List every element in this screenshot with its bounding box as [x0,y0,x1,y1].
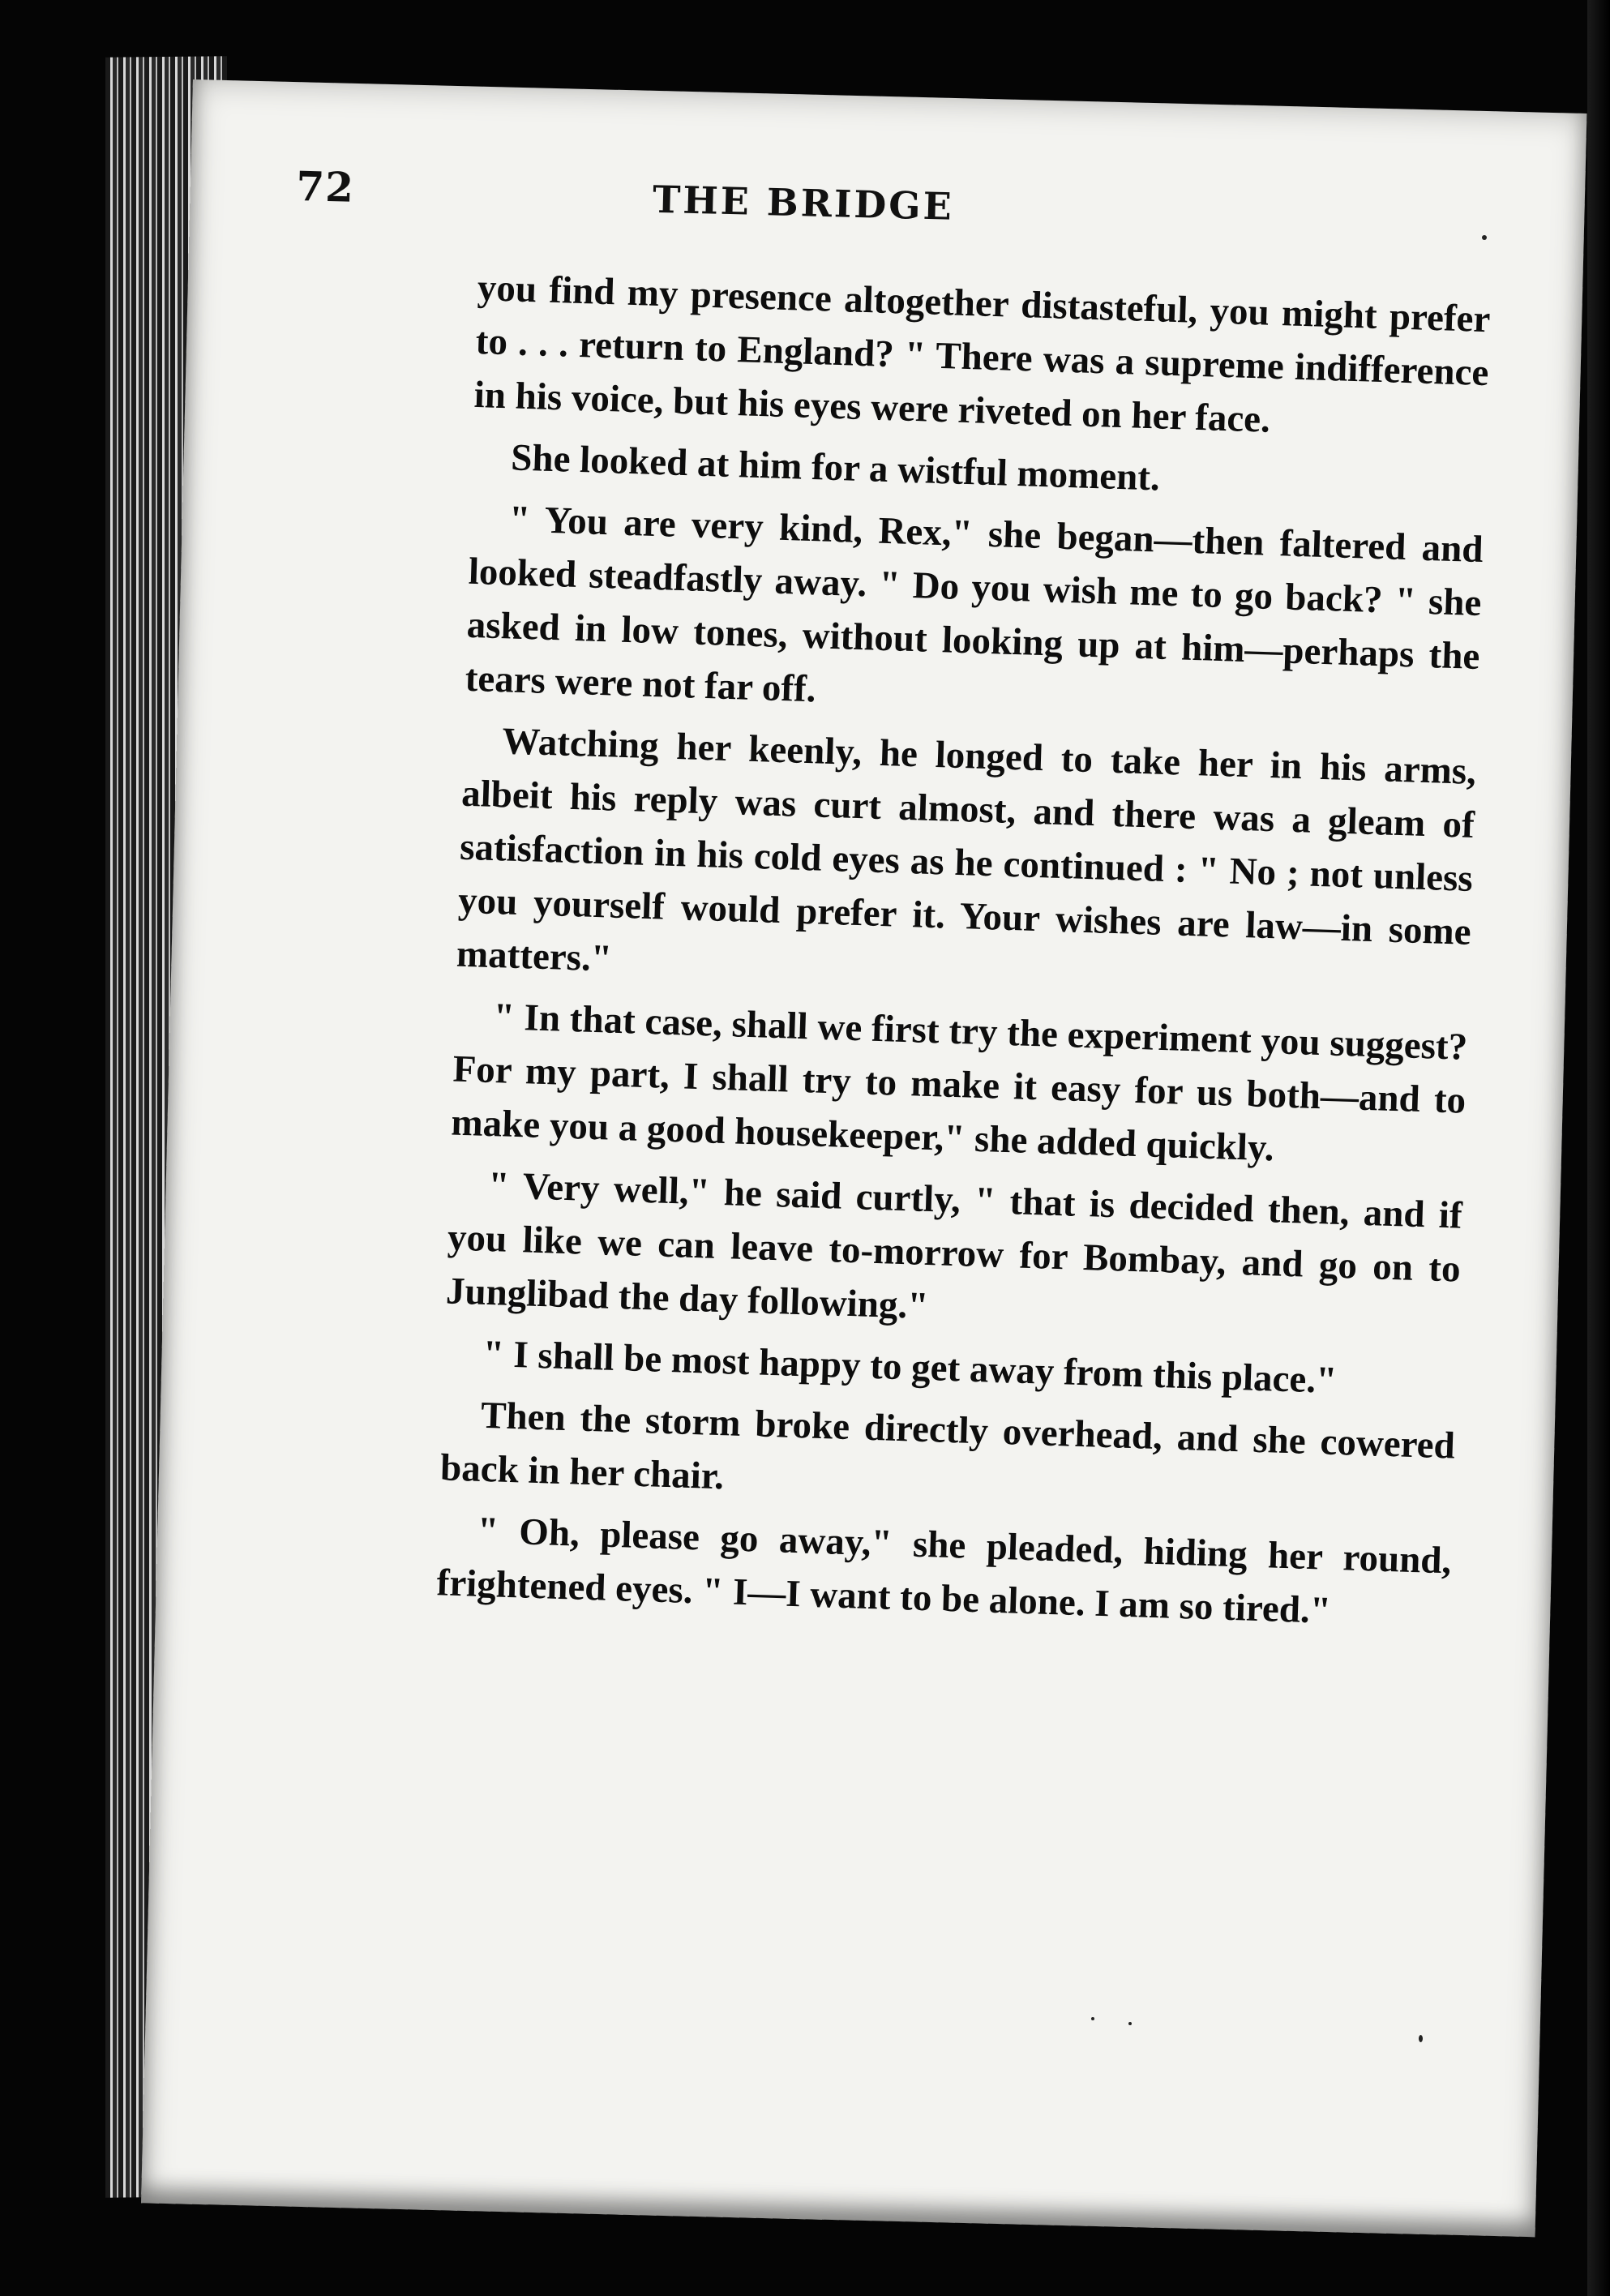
page-number: 72 [295,162,355,212]
running-head: THE BRIDGE [652,177,955,229]
scan-speck [1482,235,1487,240]
scan-speck [1091,2017,1094,2020]
paragraph: you find my presence altogether distasteful, you might prefer to . . . return to England? " There was a supreme indifference in his voice, but his eyes were riveted on her face. [473,266,1492,441]
paragraph: " In that case, shall we first try the experiment you suggest? For my part, I shall try to make it easy for us both—and to make you a good housekeeper," she added quickly. [450,996,1468,1170]
binding-edge [1587,0,1610,2296]
paragraph: Watching her keenly, he longed to take her in his arms, albeit his reply was curt almost, and there was a gleam of satisfaction in his cold eyes as he continued : " No ; not unless you yourself would prefer it. Your wishes are law—in some matters." [456,720,1477,980]
paragraph: " You are very kind, Rex," she began—then faltered and looked steadfastly away. " Do you wish me to go back? " she asked in low tones, without looking up at him—perhaps the tears were not far off. [465,498,1484,711]
paragraph: She looked at him for a wistful moment. [510,436,1161,499]
paragraph: " I shall be most happy to get away from this place." [482,1332,1338,1402]
paragraph: " Oh, please go away," she pleaded, hiding her round, frightened eyes. " I—I want to be alone. I am so tired." [435,1509,1453,1632]
body-text [435,261,1491,1649]
scan-speck [1128,2022,1132,2025]
scan-speck [1419,2035,1423,2042]
paragraph: " Very well," he said curtly, " that is decided then, and if you like we can leave to-morrow for Bombay, and go on to Junglibad the day following." [445,1163,1463,1328]
paragraph: Then the storm broke directly overhead, and she cowered back in her chair. [439,1394,1456,1498]
